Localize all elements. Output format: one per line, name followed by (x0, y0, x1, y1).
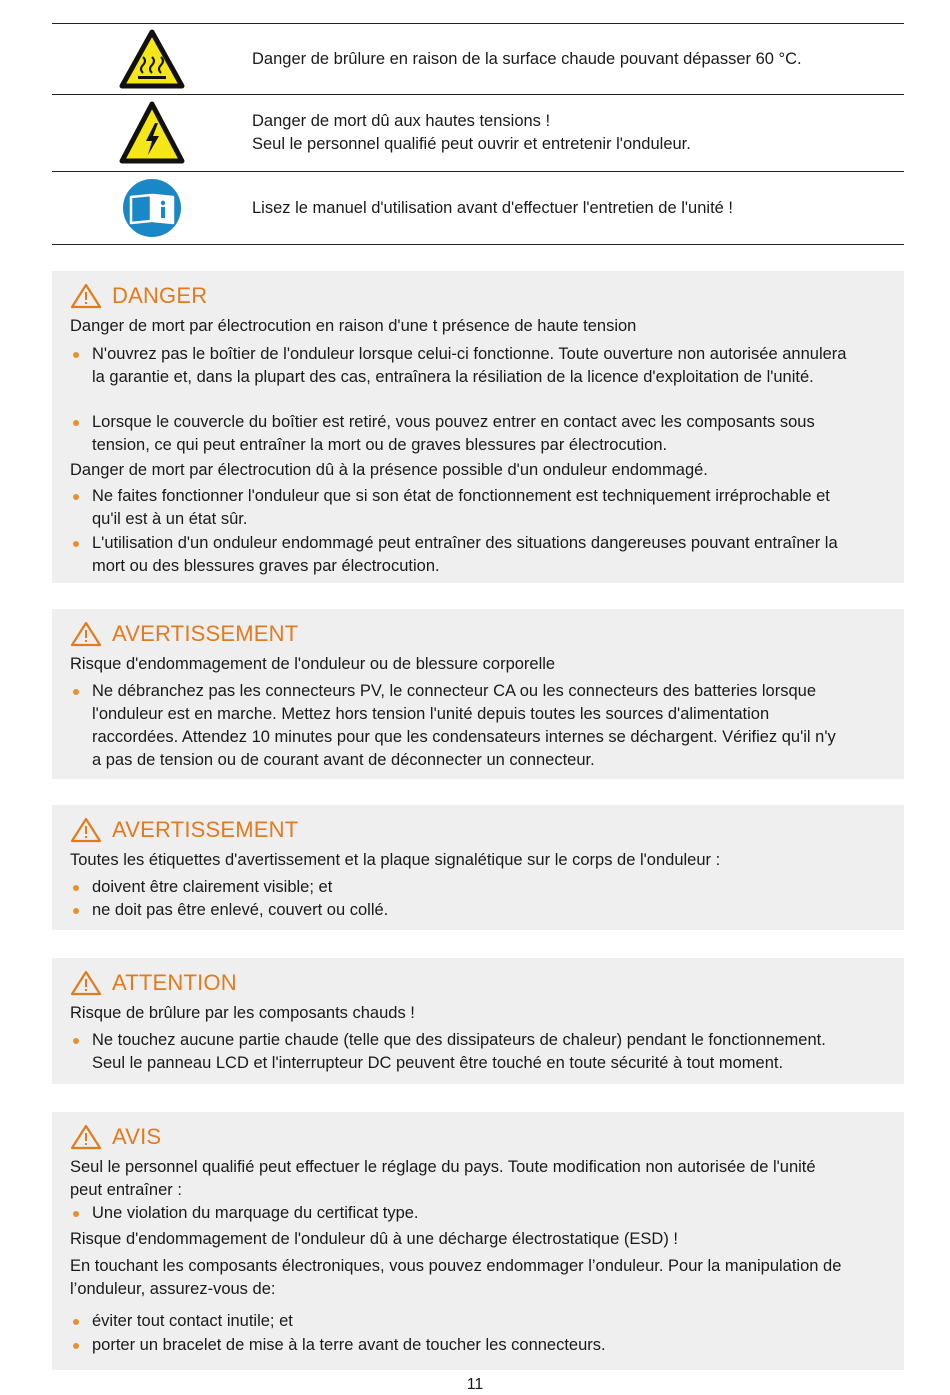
list-item-line: Seul le panneau LCD et l'interrupteur DC peuvent être touché en toute sécurité à tout moment. (92, 1054, 784, 1072)
notice-box (52, 1112, 904, 1370)
list-item (70, 343, 890, 389)
list-item-line: qu'il est à un état sûr. (92, 510, 248, 528)
box-header (70, 817, 890, 843)
list-item (70, 485, 890, 531)
page-number: 11 (466, 1376, 484, 1393)
list-item-line: doivent être clairement visible; et (92, 878, 333, 896)
attention-intro: Risque de brûlure par les composants chauds ! (70, 1004, 415, 1022)
list-item-line: ne doit pas être enlevé, couvert ou collé. (92, 901, 389, 919)
paragraph-line: Seul le personnel qualifié peut effectuer le réglage du pays. Toute modification non autorisée de l'unité (70, 1158, 816, 1176)
box-title: AVERTISSEMENT (112, 621, 299, 646)
notice-paragraph (70, 1156, 890, 1202)
warning-box (52, 805, 904, 930)
box-header (70, 1124, 890, 1150)
list-item-line: Ne débranchez pas les connecteurs PV, le connecteur CA ou les connecteurs des batteries lorsque (92, 682, 816, 700)
notice-paragraph: Risque d'endommagement de l'onduleur dû à une décharge électrostatique (ESD) ! (70, 1230, 679, 1248)
box-title: AVERTISSEMENT (112, 817, 299, 842)
symbol-text (252, 197, 733, 220)
box-header (70, 283, 890, 309)
symbol-row-read-manual (52, 171, 904, 245)
read-manual-icon (52, 178, 252, 238)
attention-box (52, 958, 904, 1084)
warning-triangle-icon (70, 817, 102, 843)
list-item (70, 1202, 890, 1225)
symbol-text (252, 110, 691, 156)
symbol-text-line: Danger de brûlure en raison de la surface chaude pouvant dépasser 60 °C. (252, 49, 802, 68)
list-item-line: Lorsque le couvercle du boîtier est retiré, vous pouvez entrer en contact avec les composants sous (92, 413, 815, 431)
list-item-line: Une violation du marquage du certificat type. (92, 1204, 419, 1222)
list-item-line: N'ouvrez pas le boîtier de l'onduleur lorsque celui-ci fonctionne. Toute ouverture non autorisée annulera (92, 345, 847, 363)
list-item-line: tension, ce qui peut entraîner la mort ou de graves blessures par électrocution. (92, 436, 668, 454)
high-voltage-warning-icon (52, 101, 252, 165)
list-item-line: Ne faites fonctionner l'onduleur que si son état de fonctionnement est techniquement irréprochable et (92, 487, 830, 505)
list-item (70, 411, 890, 457)
box-header (70, 970, 890, 996)
warning-box (52, 609, 904, 779)
symbol-table (52, 23, 904, 245)
list-item (70, 899, 890, 922)
paragraph-line: En touchant les composants électroniques, vous pouvez endommager l’onduleur. Pour la manipulation de (70, 1257, 842, 1275)
list-item (70, 680, 890, 772)
symbol-text-line: Lisez le manuel d'utilisation avant d'effectuer l'entretien de l'unité ! (252, 198, 734, 217)
symbol-row-high-voltage (52, 94, 904, 171)
warning-intro: Risque d'endommagement de l'onduleur ou de blessure corporelle (70, 655, 556, 673)
warning-triangle-icon (70, 283, 102, 309)
box-title: DANGER (112, 283, 208, 308)
symbol-text-line: Seul le personnel qualifié peut ouvrir et entretenir l'onduleur. (252, 135, 691, 153)
warning-triangle-icon (70, 1124, 102, 1150)
warning-triangle-icon (70, 970, 102, 996)
list-item (70, 532, 890, 578)
list-item-line: la garantie et, dans la plupart des cas, entraînera la résiliation de la licence d'exploitation de l'unité. (92, 368, 814, 386)
warning-triangle-icon (70, 621, 102, 647)
warning-intro: Toutes les étiquettes d'avertissement et la plaque signalétique sur le corps de l'onduleur : (70, 851, 721, 869)
list-item (70, 1029, 890, 1075)
danger-intro: Danger de mort par électrocution dû à la présence possible d'un onduleur endommagé. (70, 461, 708, 479)
list-item (70, 1334, 890, 1357)
list-item-line: L'utilisation d'un onduleur endommagé peut entraîner des situations dangereuses pouvant entraîner la (92, 534, 838, 552)
list-item-line: raccordées. Attendez 10 minutes pour que les condensateurs internes se déchargent. Vérifiez qu'il n'y (92, 728, 836, 746)
list-item-line: a pas de tension ou de courant avant de déconnecter un connecteur. (92, 751, 595, 769)
symbol-text (252, 48, 802, 71)
paragraph-line: peut entraîner : (70, 1181, 182, 1199)
box-title: ATTENTION (112, 970, 237, 995)
list-item-line: éviter tout contact inutile; et (92, 1312, 293, 1330)
list-item-line: Ne touchez aucune partie chaude (telle que des dissipateurs de chaleur) pendant le fonctionnement. (92, 1031, 826, 1049)
box-header (70, 621, 890, 647)
list-item-line: porter un bracelet de mise à la terre avant de toucher les connecteurs. (92, 1336, 606, 1354)
hot-surface-warning-icon (52, 29, 252, 89)
list-item (70, 1310, 890, 1333)
list-item (70, 876, 890, 899)
symbol-row-hot-surface (52, 23, 904, 94)
notice-paragraph (70, 1255, 890, 1301)
danger-box (52, 271, 904, 583)
list-item-line: mort ou des blessures graves par électrocution. (92, 557, 440, 575)
list-item-line: l'onduleur est en marche. Mettez hors tension l'unité depuis toutes les sources d'alimentation (92, 705, 770, 723)
symbol-text-line: Danger de mort dû aux hautes tensions ! (252, 112, 551, 130)
box-title: AVIS (112, 1124, 162, 1149)
paragraph-line: l’onduleur, assurez-vous de: (70, 1280, 276, 1298)
danger-intro: Danger de mort par électrocution en raison d'une t présence de haute tension (70, 317, 637, 335)
